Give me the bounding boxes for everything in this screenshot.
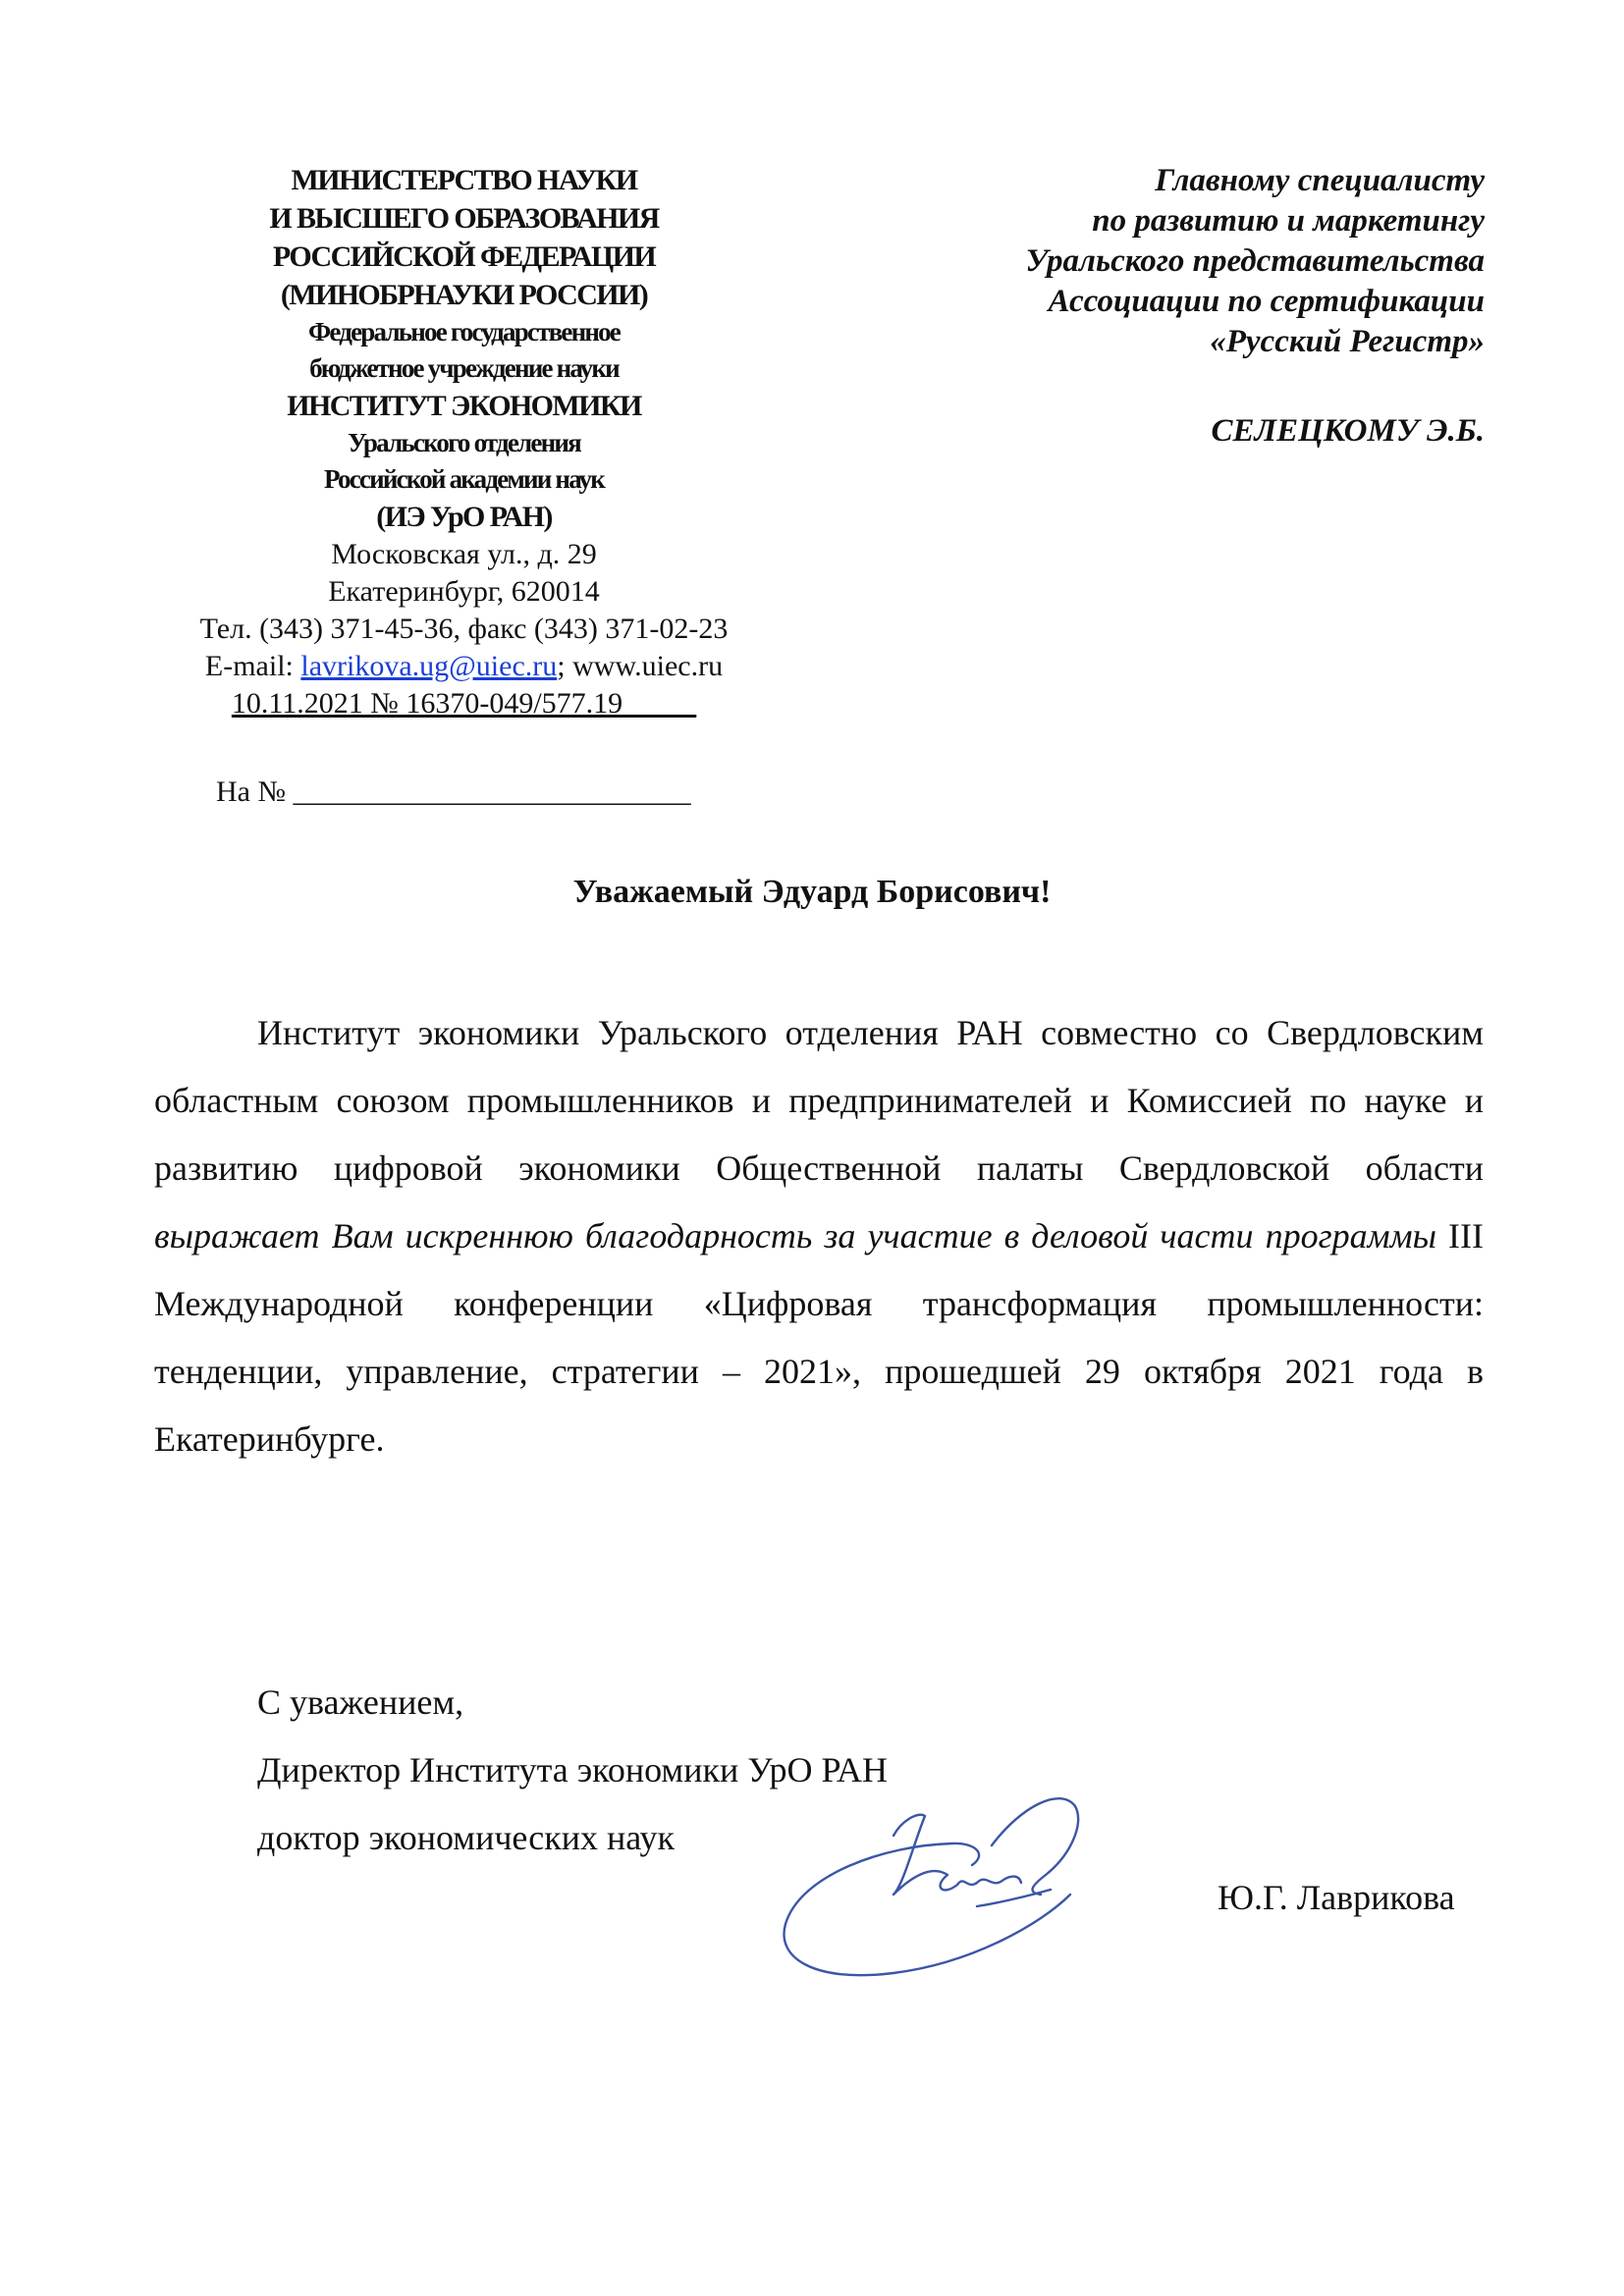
address-street: Московская ул., д. 29	[331, 538, 597, 570]
website-text: ; www.uiec.ru	[557, 650, 724, 682]
addressee-block	[884, 161, 1485, 452]
signature-stroke-letters	[893, 1815, 1021, 1895]
institution-type-line-2: бюджетное учреждение науки	[309, 353, 619, 383]
addressee-position-line-4: Ассоциации по сертификации	[1048, 284, 1485, 319]
addressee-position-line-2: по развитию и маркетингу	[1092, 203, 1485, 239]
phone-fax: Тел. (343) 371-45-36, факс (343) 371-02-23	[199, 613, 729, 645]
signer-position: Директор Института экономики УрО РАН	[257, 1750, 888, 1789]
email-label: E-mail:	[204, 650, 294, 682]
ministry-line-4: (МИНОБРНАУКИ РОССИИ)	[280, 279, 648, 311]
registration-number: 10.11.2021 № 16370-049/577.19_____	[231, 687, 697, 720]
ministry-line-2: И ВЫСШЕГО ОБРАЗОВАНИЯ	[269, 202, 659, 235]
body-text-emphasis: выражает Вам искреннюю благодарность за участие в деловой части программы	[154, 1216, 1436, 1255]
closing-regards: С уважением,	[257, 1682, 464, 1722]
signature-stroke-tail	[977, 1890, 1051, 1906]
salutation: Уважаемый Эдуард Борисович!	[572, 874, 1052, 910]
email-link[interactable]: lavrikova.ug@uiec.ru	[300, 650, 558, 682]
institute-name: ИНСТИТУТ ЭКОНОМИКИ	[287, 390, 641, 422]
body-text-part-3: III Международной конференции «Цифровая трансформация промышленности: тенденции, управление, стратегии – 2021», прошедшей 29 октября 2021 года в Екатеринбурге.	[154, 1216, 1484, 1459]
contact-line	[147, 648, 781, 685]
addressee-name: СЕЛЕЦКОМУ Э.Б.	[1211, 413, 1485, 449]
handwritten-signature	[746, 1728, 1208, 2012]
institute-abbrev: (ИЭ УрО РАН)	[376, 501, 552, 533]
address-city: Екатеринбург, 620014	[328, 575, 600, 608]
ministry-line-3: РОССИЙСКОЙ ФЕДЕРАЦИИ	[272, 240, 656, 273]
signer-name: Ю.Г. Лаврикова	[1218, 1878, 1455, 1917]
body-text-part-1: Институт экономики Уральского отделения РАН совместно со Свердловским областным союзом промышленников и предпринимателей и Комиссией по науке и развитию цифровой экономики Общественной палаты Свердловской области	[154, 1013, 1484, 1188]
signer-degree: доктор экономических наук	[257, 1818, 675, 1857]
reference-line: На № ___________________________	[216, 775, 691, 808]
institute-branch-line-2: Российской академии наук	[324, 464, 604, 494]
ministry-line-1: МИНИСТЕРСТВО НАУКИ	[291, 164, 637, 196]
addressee-position-line-1: Главному специалисту	[1155, 163, 1485, 198]
institution-type-line-1: Федеральное государственное	[308, 317, 620, 347]
addressee-organization: «Русский Регистр»	[1210, 324, 1485, 359]
letterhead	[147, 161, 781, 722]
addressee-position-line-3: Уральского представительства	[1025, 243, 1485, 279]
institute-branch-line-1: Уральского отделения	[348, 428, 580, 457]
signature-stroke-loop	[784, 1843, 1070, 1975]
letter-body	[154, 999, 1484, 1473]
